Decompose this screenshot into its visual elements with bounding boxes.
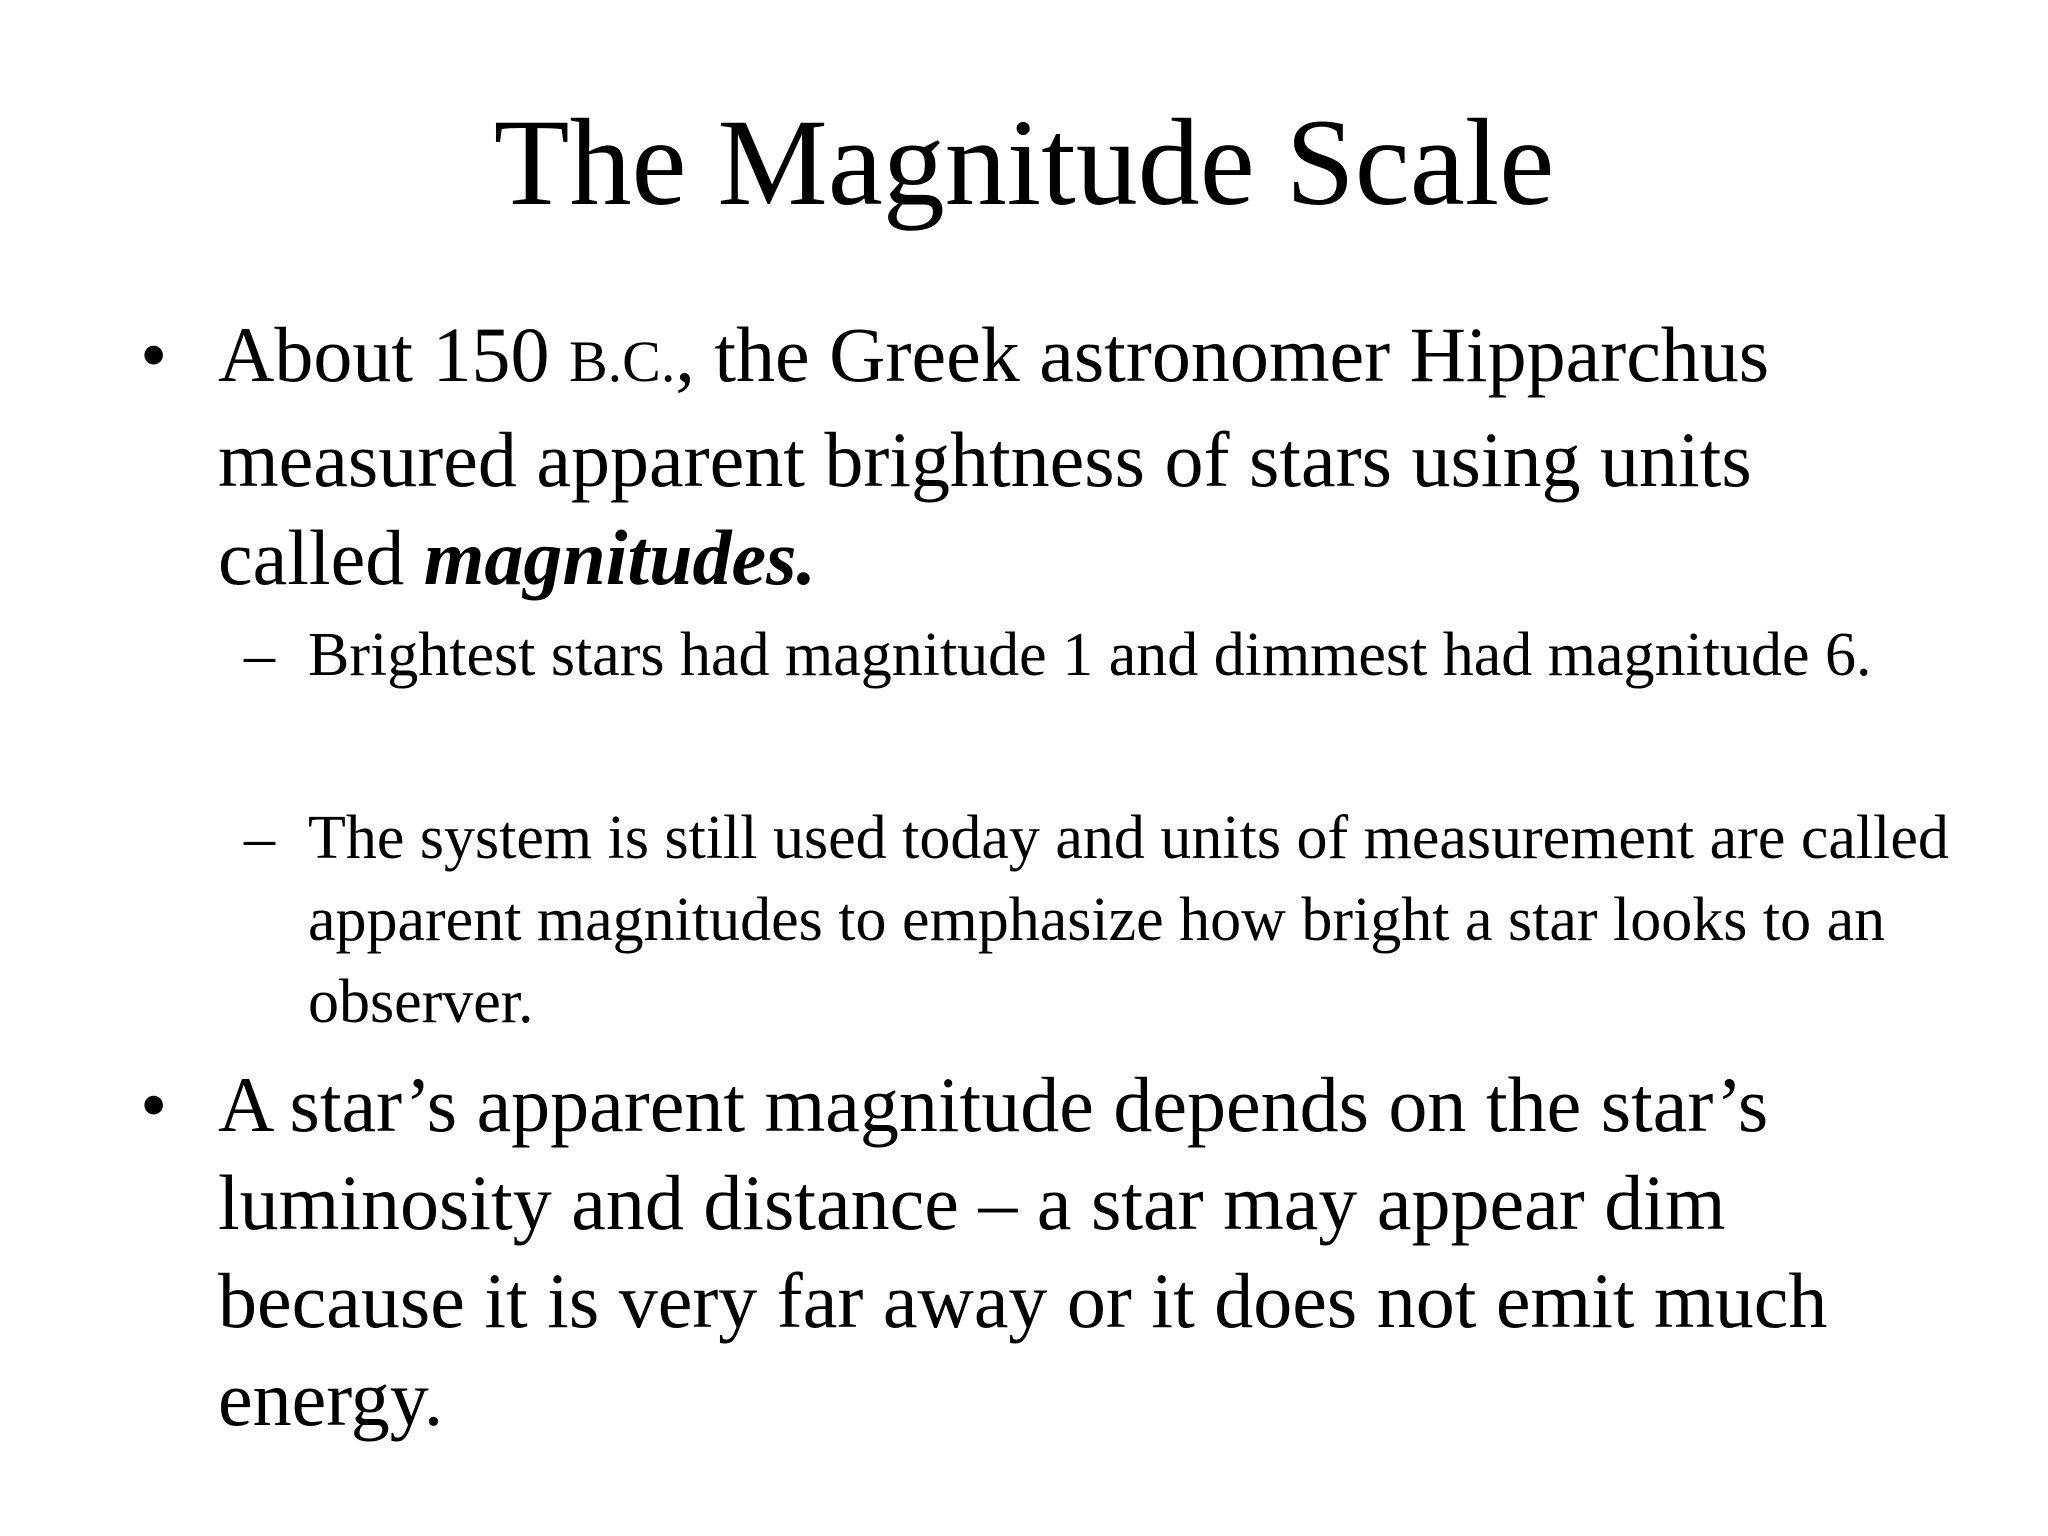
bullet-item-hipparchus bbox=[140, 306, 1938, 607]
sub-bullet-item-range bbox=[244, 614, 1968, 696]
bullet-text bbox=[218, 311, 1769, 601]
bullet-text-middle: , the Greek astronomer Hipparchus measured apparent brightness of stars using units called bbox=[218, 311, 1770, 601]
slide-title: The Magnitude Scale bbox=[493, 94, 1555, 231]
sub-bullet-marker: – bbox=[244, 804, 275, 872]
bullet-text-start: About 150 bbox=[218, 311, 569, 398]
emphasized-term: magnitudes. bbox=[423, 514, 816, 601]
bullet-text: A star’s apparent magnitude depends on the star’s luminosity and distance – a star may appear dim because it is very far away or it does not emit much energy. bbox=[218, 1061, 1828, 1442]
sub-bullet-marker: – bbox=[244, 621, 275, 689]
sub-bullet-text: Brightest stars had magnitude 1 and dimmest had magnitude 6. bbox=[308, 621, 1872, 689]
sub-bullet-item-system bbox=[244, 797, 1968, 1043]
bullet-item-apparent-magnitude bbox=[140, 1056, 1938, 1448]
bullet-marker: • bbox=[140, 311, 168, 398]
sub-bullet-text: The system is still used today and units of measurement are called apparent magnitudes to emphasize how bright a star looks to an observer. bbox=[308, 804, 1949, 1036]
era-abbreviation: B.C. bbox=[569, 329, 676, 394]
bullet-marker: • bbox=[140, 1061, 168, 1148]
